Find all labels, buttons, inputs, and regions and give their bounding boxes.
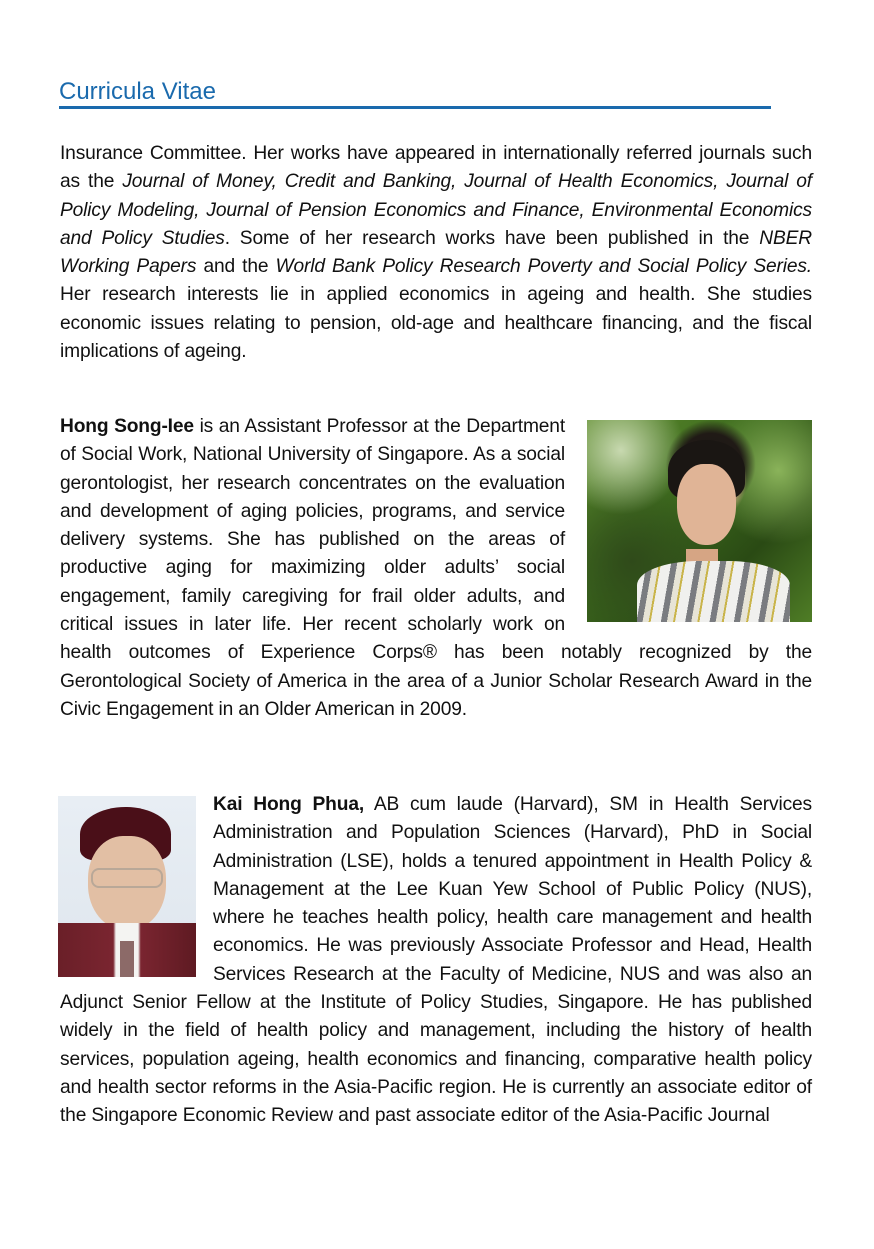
profile-bio-text: is an Assistant Professor at the Department of Social Work, National University of Singapore. As a social gerontologist, her research concentrates on the evaluation and development of aging policies, programs, and service delivery systems. She has published on the areas of productive aging for maximizing older adults’ social engagement, family caregiving for frail older adults, and critical issues in later life. Her recent scholarly work on health outcomes of Experience Corps® has been notably recognized by the Gerontological Society of America in the area of a Junior Scholar Research Award in the Civic Engagement in an Older American in 2009. <box>60 416 812 720</box>
portrait-photo-kai-hong-phua <box>58 796 196 977</box>
portrait-photo-hong-song-iee <box>587 420 812 622</box>
profile-kai-hong-phua <box>60 791 812 1131</box>
profile-bio-text: AB cum laude (Harvard), SM in Health Services Administration and Population Sciences (Harvard), PhD in Social Administration (LSE), holds a tenured appointment in Health Policy & Management at the Lee Kuan Yew School of Public Policy (NUS), where he teaches health policy, health care management and health economics. He was previously Associate Professor and Head, Health Services Research at the Faculty of Medicine, NUS and was also an Adjunct Senior Fellow at the Institute of Policy Studies, Singapore. He has published widely in the field of health policy and management, including the history of health services, population ageing, health economics and financing, comparative health policy and health sector reforms in the Asia-Pacific region. He is currently an associate editor of the Singapore Economic Review and past associate editor of the Asia-Pacific Journal <box>60 794 812 1127</box>
text-segment: Her research interests lie in applied economics in ageing and health. She studies economic issues relating to pension, old-age and healthcare financing, and the fiscal implications of ageing. <box>60 284 812 363</box>
text-segment: . Some of her research works have been published in the <box>224 227 760 249</box>
paragraph-previous-profile-continuation <box>60 140 812 366</box>
profile-name: Hong Song-Iee <box>60 416 194 437</box>
page-title: Curricula Vitae <box>59 78 771 109</box>
photo-detail <box>637 561 790 622</box>
publication-series-world-bank: World Bank Policy Research Poverty and Social Policy Series. <box>275 256 812 278</box>
publication-series-nber: NBER Working Papers <box>60 227 812 278</box>
photo-detail <box>91 868 163 888</box>
photo-detail <box>677 464 736 545</box>
photo-detail <box>120 941 134 977</box>
journal-list: Journal of Money, Credit and Banking, Journal of Health Economics, Journal of Policy Modeling, Journal of Pension Economics and Finance, Environmental Economics and Policy Studies <box>60 171 812 249</box>
profile-hong-song-iee <box>60 413 812 724</box>
profile-name: Kai Hong Phua, <box>213 794 365 815</box>
text-segment: and the <box>196 256 276 278</box>
text-segment: Insurance Committee. Her works have appeared in internationally referred journals such as the <box>60 143 812 193</box>
